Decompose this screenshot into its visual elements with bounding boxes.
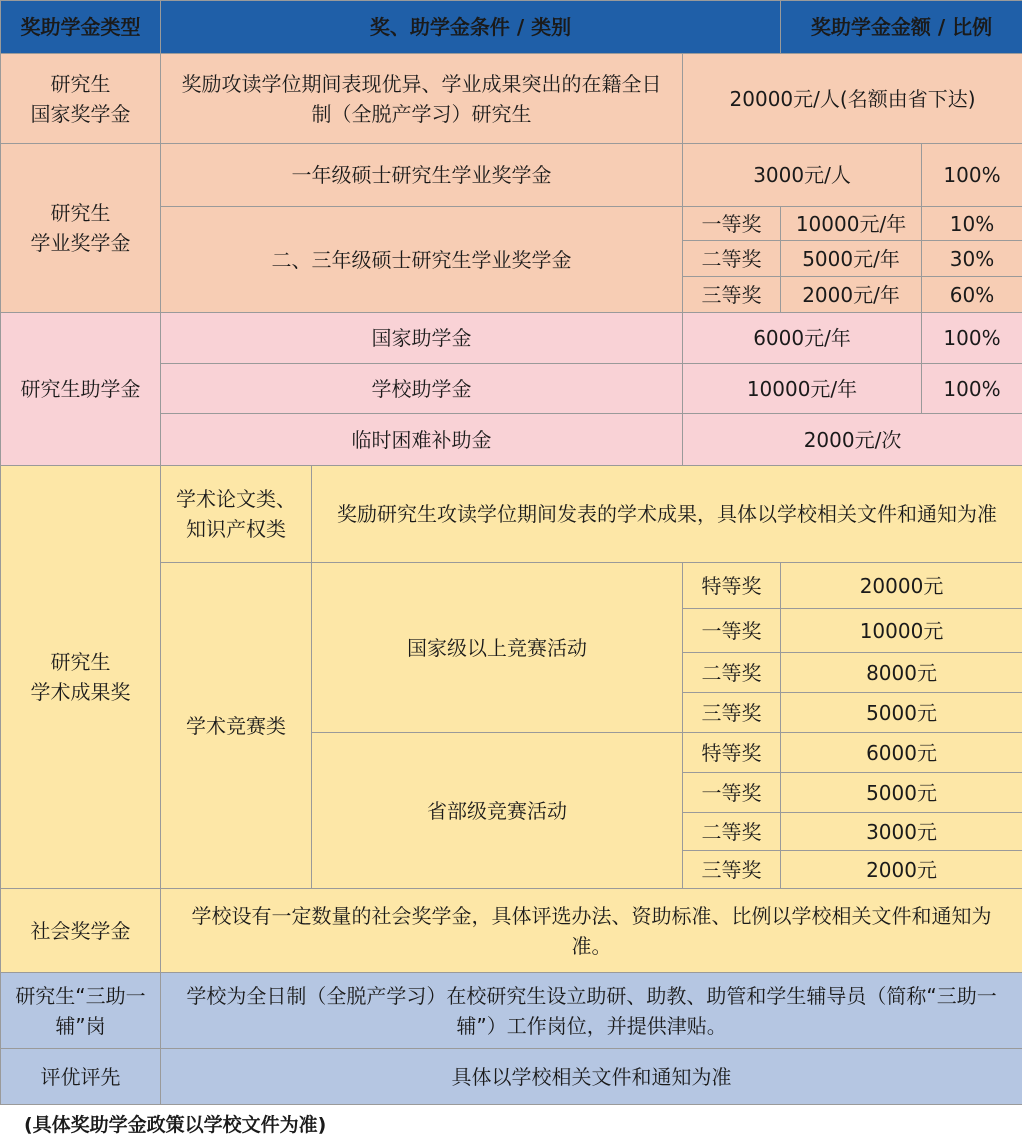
- competition-level: 一等奖: [683, 609, 781, 653]
- academic-level: 三等奖: [683, 277, 781, 313]
- competition-amount: 8000元: [781, 653, 1022, 693]
- academic-level: 一等奖: [683, 207, 781, 241]
- competition-level: 三等奖: [683, 693, 781, 733]
- merit-row: [1, 1049, 1022, 1105]
- national-type: 研究生 国家奖学金: [1, 54, 161, 144]
- national-condition: 奖励攻读学位期间表现优异、学业成果突出的在籍全日制（全脱产学习）研究生: [161, 54, 683, 144]
- academic-type: 研究生 学业奖学金: [1, 144, 161, 313]
- grant-amount: 2000元/次: [683, 414, 1022, 466]
- header-row: [1, 1, 1022, 54]
- competition-amount: 6000元: [781, 733, 1022, 773]
- grant-ratio: 100%: [922, 364, 1022, 414]
- academic-level: 二等奖: [683, 241, 781, 277]
- grant-row: [1, 313, 1022, 364]
- header-condition: 奖、助学金条件 / 类别: [161, 1, 781, 54]
- grant-label: 临时困难补助金: [161, 414, 683, 466]
- competition-national-label: 国家级以上竞赛活动: [312, 563, 683, 733]
- grant-label: 学校助学金: [161, 364, 683, 414]
- academic-first-year-amount: 3000元/人: [683, 144, 922, 207]
- competition-amount: 20000元: [781, 563, 1022, 609]
- footnote: (具体奖助学金政策以学校文件为准): [24, 1114, 327, 1136]
- three-assist-desc: 学校为全日制（全脱产学习）在校研究生设立助研、助教、助管和学生辅导员（简称“三助一辅”）工作岗位，并提供津贴。: [161, 973, 1022, 1049]
- grant-ratio: 100%: [922, 313, 1022, 364]
- academic-first-year-label: 一年级硕士研究生学业奖学金: [161, 144, 683, 207]
- academic-first-year-ratio: 100%: [922, 144, 1022, 207]
- competition-amount: 3000元: [781, 813, 1022, 851]
- academic-ratio: 10%: [922, 207, 1022, 241]
- academic-amount: 5000元/年: [781, 241, 922, 277]
- academic-amount: 10000元/年: [781, 207, 922, 241]
- competition-level: 三等奖: [683, 851, 781, 889]
- achievement-papers-row: [1, 466, 1022, 563]
- achievement-papers-category: 学术论文类、知识产权类: [161, 466, 312, 563]
- achievement-type: 研究生 学术成果奖: [1, 466, 161, 889]
- competition-amount: 5000元: [781, 773, 1022, 813]
- academic-upper-label: 二、三年级硕士研究生学业奖学金: [161, 207, 683, 313]
- academic-first-year-row: [1, 144, 1022, 207]
- competition-amount: 5000元: [781, 693, 1022, 733]
- competition-level: 二等奖: [683, 653, 781, 693]
- achievement-papers-desc: 奖励研究生攻读学位期间发表的学术成果，具体以学校相关文件和通知为准: [312, 466, 1022, 563]
- competition-level: 特等奖: [683, 733, 781, 773]
- academic-amount: 2000元/年: [781, 277, 922, 313]
- merit-desc: 具体以学校相关文件和通知为准: [161, 1049, 1022, 1105]
- social-desc: 学校设有一定数量的社会奖学金，具体评选办法、资助标准、比例以学校相关文件和通知为准。: [161, 889, 1022, 973]
- competition-category: 学术竞赛类: [161, 563, 312, 889]
- national-amount: 20000元/人(名额由省下达): [683, 54, 1022, 144]
- national-row: [1, 54, 1022, 144]
- competition-amount: 10000元: [781, 609, 1022, 653]
- grant-amount: 10000元/年: [683, 364, 922, 414]
- competition-level: 特等奖: [683, 563, 781, 609]
- social-row: [1, 889, 1022, 973]
- competition-level: 一等奖: [683, 773, 781, 813]
- academic-ratio: 60%: [922, 277, 1022, 313]
- academic-ratio: 30%: [922, 241, 1022, 277]
- grant-label: 国家助学金: [161, 313, 683, 364]
- competition-amount: 2000元: [781, 851, 1022, 889]
- competition-level: 二等奖: [683, 813, 781, 851]
- three-assist-row: [1, 973, 1022, 1049]
- social-type: 社会奖学金: [1, 889, 161, 973]
- header-amount: 奖助学金金额 / 比例: [781, 1, 1022, 54]
- grant-type: 研究生助学金: [1, 313, 161, 466]
- merit-type: 评优评先: [1, 1049, 161, 1105]
- competition-provincial-label: 省部级竞赛活动: [312, 733, 683, 889]
- grant-amount: 6000元/年: [683, 313, 922, 364]
- header-type: 奖助学金类型: [1, 1, 161, 54]
- three-assist-type: 研究生“三助一辅”岗: [1, 973, 161, 1049]
